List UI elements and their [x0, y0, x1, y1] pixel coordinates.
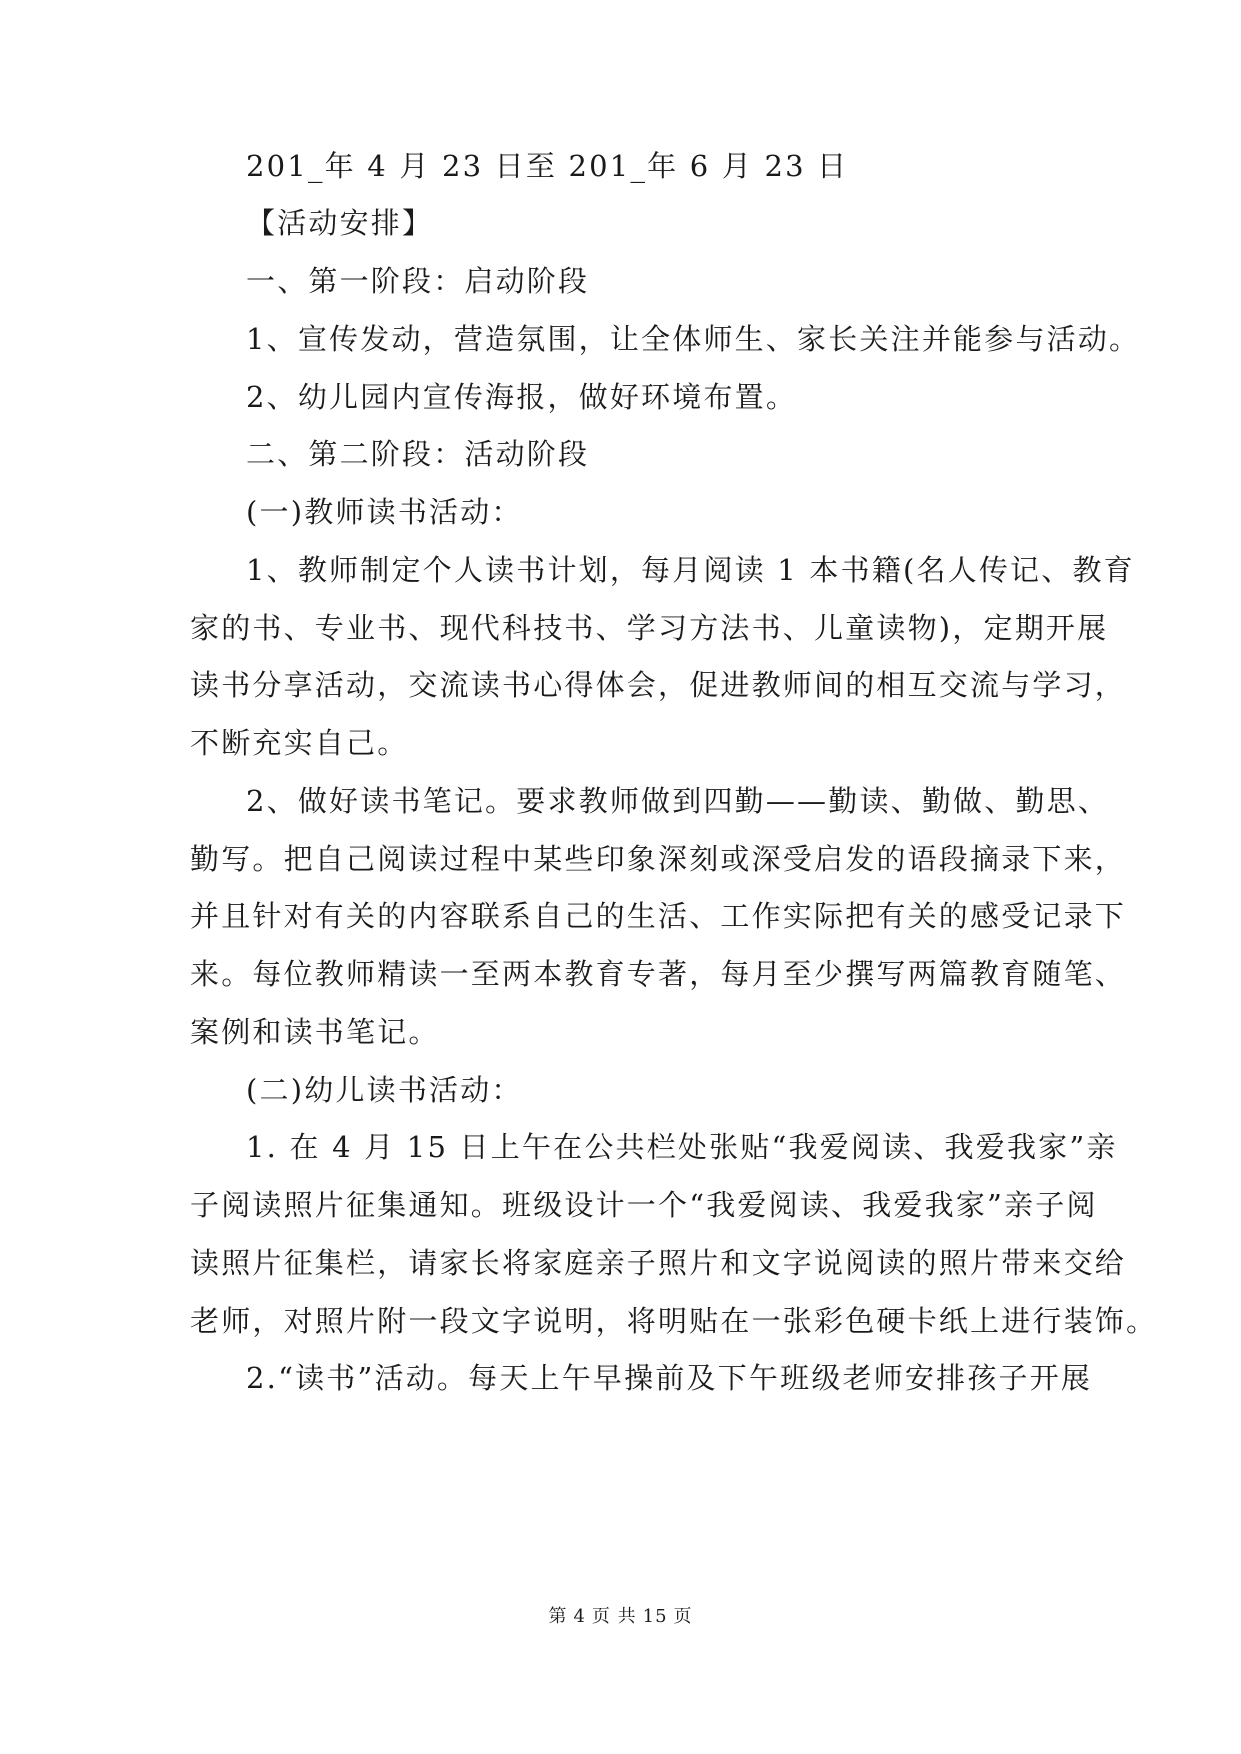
paragraph-line: 1、宣传发动，营造氛围，让全体师生、家长关注并能参与活动。 [246, 322, 1141, 356]
paragraph-line: 2、做好读书笔记。要求教师做到四勤——勤读、勤做、勤思、 [246, 784, 1110, 818]
date-range-line: 201_年 4 月 23 日至 201_年 6 月 23 日 [246, 149, 849, 183]
child-reading-heading: (二)幼儿读书活动： [246, 1073, 523, 1107]
footer-total-pages: 15 [642, 1606, 668, 1627]
footer-suffix: 页 [673, 1606, 693, 1627]
teacher-reading-heading: (一)教师读书活动： [246, 495, 523, 529]
paragraph-line: 子阅读照片征集通知。班级设计一个“我爱阅读、我爱我家”亲子阅 [190, 1188, 1098, 1222]
page-footer [0, 1602, 1241, 1628]
paragraph-line: 勤写。把自己阅读过程中某些印象深刻或深受启发的语段摘录下来， [190, 842, 1127, 876]
phase-two-heading: 二、第二阶段：活动阶段 [246, 437, 590, 471]
paragraph-line: 案例和读书笔记。 [190, 1015, 440, 1049]
paragraph-line: 并且针对有关的内容联系自己的生活、工作实际把有关的感受记录下 [190, 899, 1127, 933]
paragraph-line: 不断充实自己。 [190, 726, 409, 760]
phase-one-heading: 一、第一阶段：启动阶段 [246, 264, 590, 298]
paragraph-line: 老师，对照片附一段文字说明，将明贴在一张彩色硬卡纸上进行装饰。 [190, 1304, 1158, 1338]
paragraph-line: 1、教师制定个人读书计划，每月阅读 1 本书籍(名人传记、教育 [246, 553, 1135, 587]
paragraph-line: 来。每位教师精读一至两本教育专著，每月至少撰写两篇教育随笔、 [190, 957, 1127, 991]
footer-current-page: 4 [573, 1606, 586, 1627]
paragraph-line: 读照片征集栏，请家长将家庭亲子照片和文字说阅读的照片带来交给 [190, 1246, 1127, 1280]
paragraph-line: 2、幼儿园内宣传海报，做好环境布置。 [246, 380, 798, 414]
footer-prefix: 第 [548, 1606, 568, 1627]
footer-middle: 页 共 [591, 1606, 637, 1627]
paragraph-line: 2.“读书”活动。每天上午早操前及下午班级老师安排孩子开展 [246, 1361, 1093, 1395]
paragraph-line: 1. 在 4 月 15 日上午在公共栏处张贴“我爱阅读、我爱我家”亲 [246, 1130, 1118, 1164]
paragraph-line: 家的书、专业书、现代科技书、学习方法书、儿童读物)，定期开展 [190, 611, 1109, 645]
paragraph-line: 读书分享活动，交流读书心得体会，促进教师间的相互交流与学习， [190, 668, 1127, 702]
section-heading-activity-arrangement: 【活动安排】 [246, 206, 434, 240]
